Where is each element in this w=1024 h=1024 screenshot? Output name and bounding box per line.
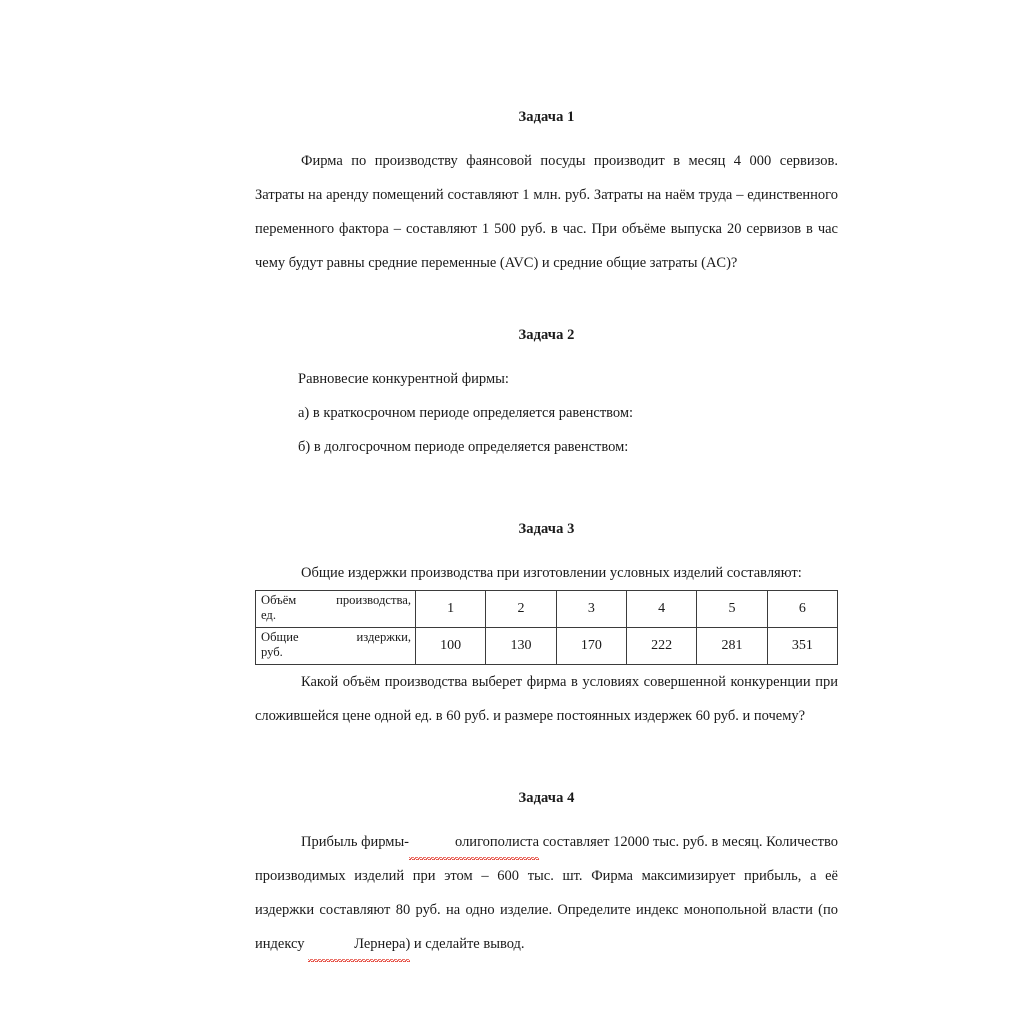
misspelled-word-oligopolist: олигополиста [409, 825, 539, 859]
table-cell: 3 [556, 591, 626, 628]
table-cell: 130 [486, 628, 556, 665]
task-4-heading: Задача 4 [518, 790, 575, 806]
table-row-label-output [256, 591, 416, 628]
table-cell: 5 [697, 591, 767, 628]
misspelled-word-lerner: Лернера) [308, 927, 410, 961]
table-cell: 1 [416, 591, 486, 628]
spacer [255, 546, 838, 556]
task-2-line-a: а) в краткосрочном периоде определяется равенством: [298, 405, 634, 421]
cost-table-wrapper [255, 590, 838, 665]
spacer [255, 352, 838, 362]
table-cell: 2 [486, 591, 556, 628]
task-3-question-paragraph: Какой объём производства выберет фирма в условиях совершенной конкуренции при сложившейся цене одной ед. в 60 руб. и размере постоянных издержек 60 руб. и почему? [255, 674, 838, 724]
table-cell: 170 [556, 628, 626, 665]
table-row [256, 591, 838, 628]
task-1-heading: Задача 1 [518, 109, 575, 125]
table-cell: 6 [767, 591, 837, 628]
task-3-heading: Задача 3 [518, 521, 575, 537]
spacer [255, 733, 838, 781]
task-4-text-before: Прибыль фирмы- [301, 834, 410, 850]
table-cell: 4 [626, 591, 696, 628]
spacer [255, 815, 838, 825]
table-row [256, 628, 838, 665]
label-line-2: руб. [261, 645, 283, 659]
task-4-paragraph [255, 825, 838, 961]
task-1-paragraph: Фирма по производству фаянсовой посуды производит в месяц 4 000 сервизов. Затраты на аренду помещений составляют 1 млн. руб. Затраты на наём труда – единственного переменного фактора – составляют 1 500 руб. в час. При объёме выпуска 20 сервизов в час чему будут равны средние переменные (AVC) и средние общие затраты (AC)? [255, 153, 838, 271]
task-2-heading: Задача 2 [518, 327, 575, 343]
task-2-line-b: б) в долгосрочном периоде определяется равенством: [298, 439, 629, 455]
label-line-1: Общие издержки, [261, 630, 411, 644]
document-body [255, 100, 838, 961]
cost-table [255, 590, 838, 665]
table-row-label-cost [256, 628, 416, 665]
task-2-line-intro: Равновесие конкурентной фирмы: [298, 371, 509, 387]
spacer [255, 464, 838, 512]
task-3-intro-paragraph: Общие издержки производства при изготовлении условных изделий составляют: [301, 565, 802, 581]
label-line-1: Объём производства, [261, 593, 411, 607]
spacer [255, 280, 838, 318]
task-4-text-after: и сделайте вывод. [410, 936, 525, 952]
task-4-text-middle: составляет 12000 тыс. руб. в месяц. Количество производимых изделий при этом – 600 тыс. шт. Фирма максимизирует прибыль, а её издержки составляют 80 руб. на одно изделие. Определите индекс монопольной власти (по индексу [255, 834, 838, 952]
table-cell: 351 [767, 628, 837, 665]
table-cell: 100 [416, 628, 486, 665]
table-cell: 222 [626, 628, 696, 665]
spacer [255, 134, 838, 144]
label-line-2: ед. [261, 608, 276, 622]
table-cell: 281 [697, 628, 767, 665]
